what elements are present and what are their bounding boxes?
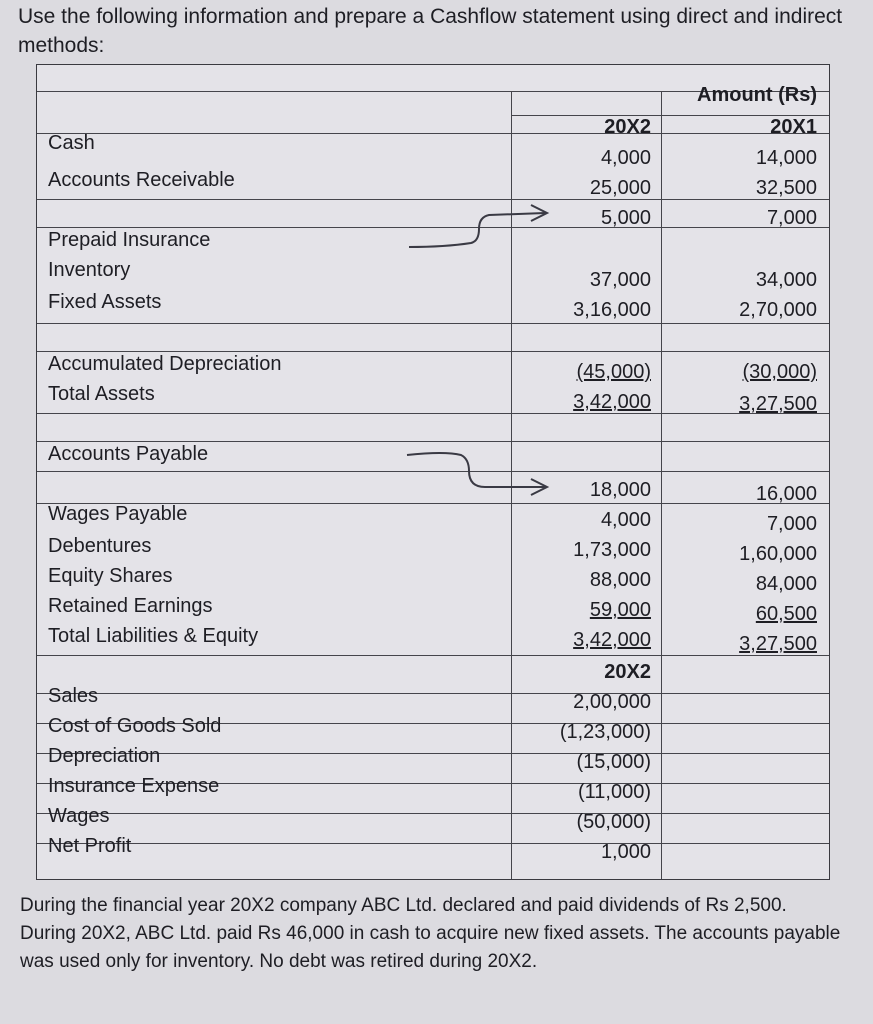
accumulated-depreciation-20x1: (30,000) <box>742 361 817 383</box>
debentures-20x1: 1,60,000 <box>739 543 817 565</box>
accounts-payable-20x2: 18,000 <box>589 479 651 501</box>
net-profit-label: Net Profit <box>48 835 132 857</box>
debentures-label: Debentures <box>48 535 152 557</box>
retained-earnings-20x2: 59,000 <box>589 599 651 621</box>
fixed-assets-note: During 20X2, ABC Ltd. paid Rs 46,000 in cash to acquire new fixed assets. The accounts payable was used only for inventory. No debt was retired during 20X2. <box>20 923 841 972</box>
equity-shares-20x1: 84,000 <box>755 573 817 595</box>
accounts-receivable-20x1: 32,500 <box>755 177 817 199</box>
wages-payable-20x1: 7,000 <box>766 513 817 535</box>
wages-payable-label: Wages Payable <box>48 503 188 525</box>
fixed-assets-20x1: 2,70,000 <box>739 299 817 321</box>
retained-earnings-label: Retained Earnings <box>48 595 213 617</box>
wages-label: Wages <box>48 805 110 827</box>
total-liabilities-equity-20x2: 3,42,000 <box>573 629 651 651</box>
arrow-icon <box>405 203 555 253</box>
insurance-expense-value: (11,000) <box>577 781 651 803</box>
wages-payable-20x2: 4,000 <box>600 509 651 531</box>
retained-earnings-20x1: 60,500 <box>755 603 817 625</box>
accounts-payable-label: Accounts Payable <box>48 443 209 465</box>
intro-text: Use the following information and prepare a Cashflow statement using direct and indirect methods: <box>18 5 843 57</box>
prepaid-insurance-label: Prepaid Insurance <box>48 229 211 251</box>
cash-label: Cash <box>48 132 95 154</box>
total-assets-label: Total Assets <box>48 383 155 405</box>
sales-value: 2,00,000 <box>573 691 651 713</box>
prepaid-insurance-20x2: 5,000 <box>600 207 651 229</box>
insurance-expense-label: Insurance Expense <box>48 775 220 797</box>
income-year-header: 20X2 <box>604 661 651 683</box>
total-assets-20x2: 3,42,000 <box>573 391 651 413</box>
wages-value: (50,000) <box>576 811 651 833</box>
cogs-value: (1,23,000) <box>559 721 651 743</box>
depreciation-label: Depreciation <box>48 745 161 767</box>
total-liabilities-equity-label: Total Liabilities & Equity <box>48 625 259 647</box>
notes <box>20 892 850 976</box>
inventory-20x2: 37,000 <box>589 269 651 291</box>
sales-label: Sales <box>48 685 99 707</box>
total-liabilities-equity-20x1: 3,27,500 <box>739 633 817 655</box>
prepaid-insurance-20x1: 7,000 <box>766 207 817 229</box>
fixed-assets-20x2: 3,16,000 <box>573 299 651 321</box>
accumulated-depreciation-20x2: (45,000) <box>576 361 651 383</box>
cogs-label: Cost of Goods Sold <box>48 715 222 737</box>
equity-shares-label: Equity Shares <box>48 565 173 587</box>
financial-table <box>36 64 830 880</box>
accounts-receivable-label: Accounts Receivable <box>48 169 235 191</box>
fixed-assets-label: Fixed Assets <box>48 291 162 313</box>
cash-20x2: 4,000 <box>600 147 651 169</box>
depreciation-value: (15,000) <box>576 751 651 773</box>
equity-shares-20x2: 88,000 <box>589 569 651 591</box>
accounts-payable-20x1: 16,000 <box>755 483 817 505</box>
total-assets-20x1: 3,27,500 <box>739 393 817 415</box>
debentures-20x2: 1,73,000 <box>573 539 651 561</box>
inventory-20x1: 34,000 <box>755 269 817 291</box>
year-current-header: 20X2 <box>604 116 651 138</box>
accounts-receivable-20x2: 25,000 <box>589 177 651 199</box>
arrow-icon <box>405 449 555 499</box>
accumulated-depreciation-label: Accumulated Depreciation <box>48 353 282 375</box>
dividends-note: During the financial year 20X2 company ABC Ltd. declared and paid dividends of Rs 2,500. <box>20 895 787 916</box>
cash-20x1: 14,000 <box>755 147 817 169</box>
net-profit-value: 1,000 <box>600 841 651 863</box>
year-prior-header: 20X1 <box>770 116 817 138</box>
inventory-label: Inventory <box>48 259 131 281</box>
amount-header: Amount (Rs) <box>697 84 817 106</box>
